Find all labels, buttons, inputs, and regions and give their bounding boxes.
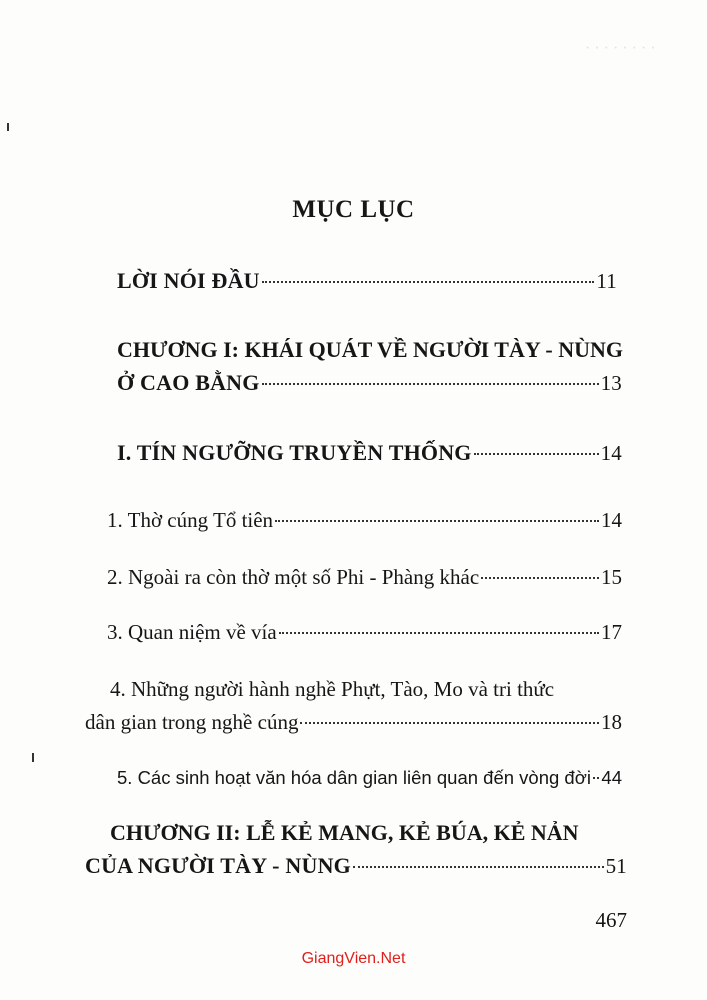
dot-leader [262, 281, 595, 283]
dot-leader [481, 577, 599, 579]
toc-entry-page: 51 [605, 854, 627, 878]
watermark: GiangVien.Net [301, 950, 406, 967]
toc-entry-item5[interactable] [117, 767, 622, 789]
dot-leader [300, 722, 599, 724]
toc-entry-page: 15 [601, 565, 622, 589]
toc-entry-chapter2[interactable] [85, 853, 627, 879]
toc-entry-chapter1[interactable] [117, 370, 622, 396]
toc-entry-label: 5. Các sinh hoạt văn hóa dân gian liên quan đến vòng đời [117, 767, 591, 788]
toc-entry-label: LỜI NÓI ĐẦU [117, 268, 260, 293]
toc-entry-label: I. TÍN NGƯỠNG TRUYỀN THỐNG [117, 440, 472, 465]
toc-entry-item2[interactable] [107, 565, 622, 590]
toc-entry-page: 18 [601, 710, 622, 734]
scan-artifact [32, 753, 34, 762]
scan-artifact [7, 123, 9, 131]
toc-entry-item3[interactable] [107, 620, 622, 645]
toc-entry-label: dân gian trong nghề cúng [85, 710, 299, 734]
toc-entry-page: 14 [601, 508, 622, 532]
toc-entry-page: 13 [600, 371, 622, 395]
toc-entry-label: CỦA NGƯỜI TÀY - NÙNG [85, 853, 351, 878]
toc-entry-page: 14 [600, 441, 622, 465]
toc-entry-label: 1. Thờ cúng Tổ tiên [107, 508, 274, 532]
dot-leader [279, 632, 599, 634]
toc-entry-chapter1-line1[interactable]: CHƯƠNG I: KHÁI QUÁT VỀ NGƯỜI TÀY - NÙNG [117, 337, 624, 362]
toc-entry-preface[interactable] [117, 268, 617, 294]
dot-leader [262, 383, 599, 385]
toc-entry-item1[interactable] [107, 508, 622, 533]
toc-entry-page: 17 [601, 620, 622, 644]
dot-leader [474, 453, 599, 455]
dot-leader [593, 777, 599, 779]
toc-entry-page: 44 [601, 767, 622, 788]
toc-entry-section1[interactable] [117, 440, 622, 466]
toc-entry-item4-line1[interactable]: 4. Những người hành nghề Phựt, Tào, Mo và tri thức [110, 677, 555, 701]
toc-entry-chapter2-line1[interactable]: CHƯƠNG II: LỄ KẺ MANG, KẺ BÚA, KẺ NẢN [110, 820, 579, 845]
bleed-through-text: · · · · · · · · [585, 40, 656, 57]
toc-entry-page: 11 [596, 269, 617, 293]
page-number: 467 [595, 908, 627, 932]
toc-entry-label: 2. Ngoài ra còn thờ một số Phi - Phàng khác [107, 565, 480, 589]
page-title: MỤC LỤC [292, 196, 415, 223]
dot-leader [275, 520, 599, 522]
toc-entry-label: 3. Quan niệm về vía [107, 620, 277, 644]
toc-entry-label: Ở CAO BẰNG [117, 370, 260, 395]
toc-entry-item4[interactable] [85, 710, 622, 735]
dot-leader [353, 866, 604, 868]
